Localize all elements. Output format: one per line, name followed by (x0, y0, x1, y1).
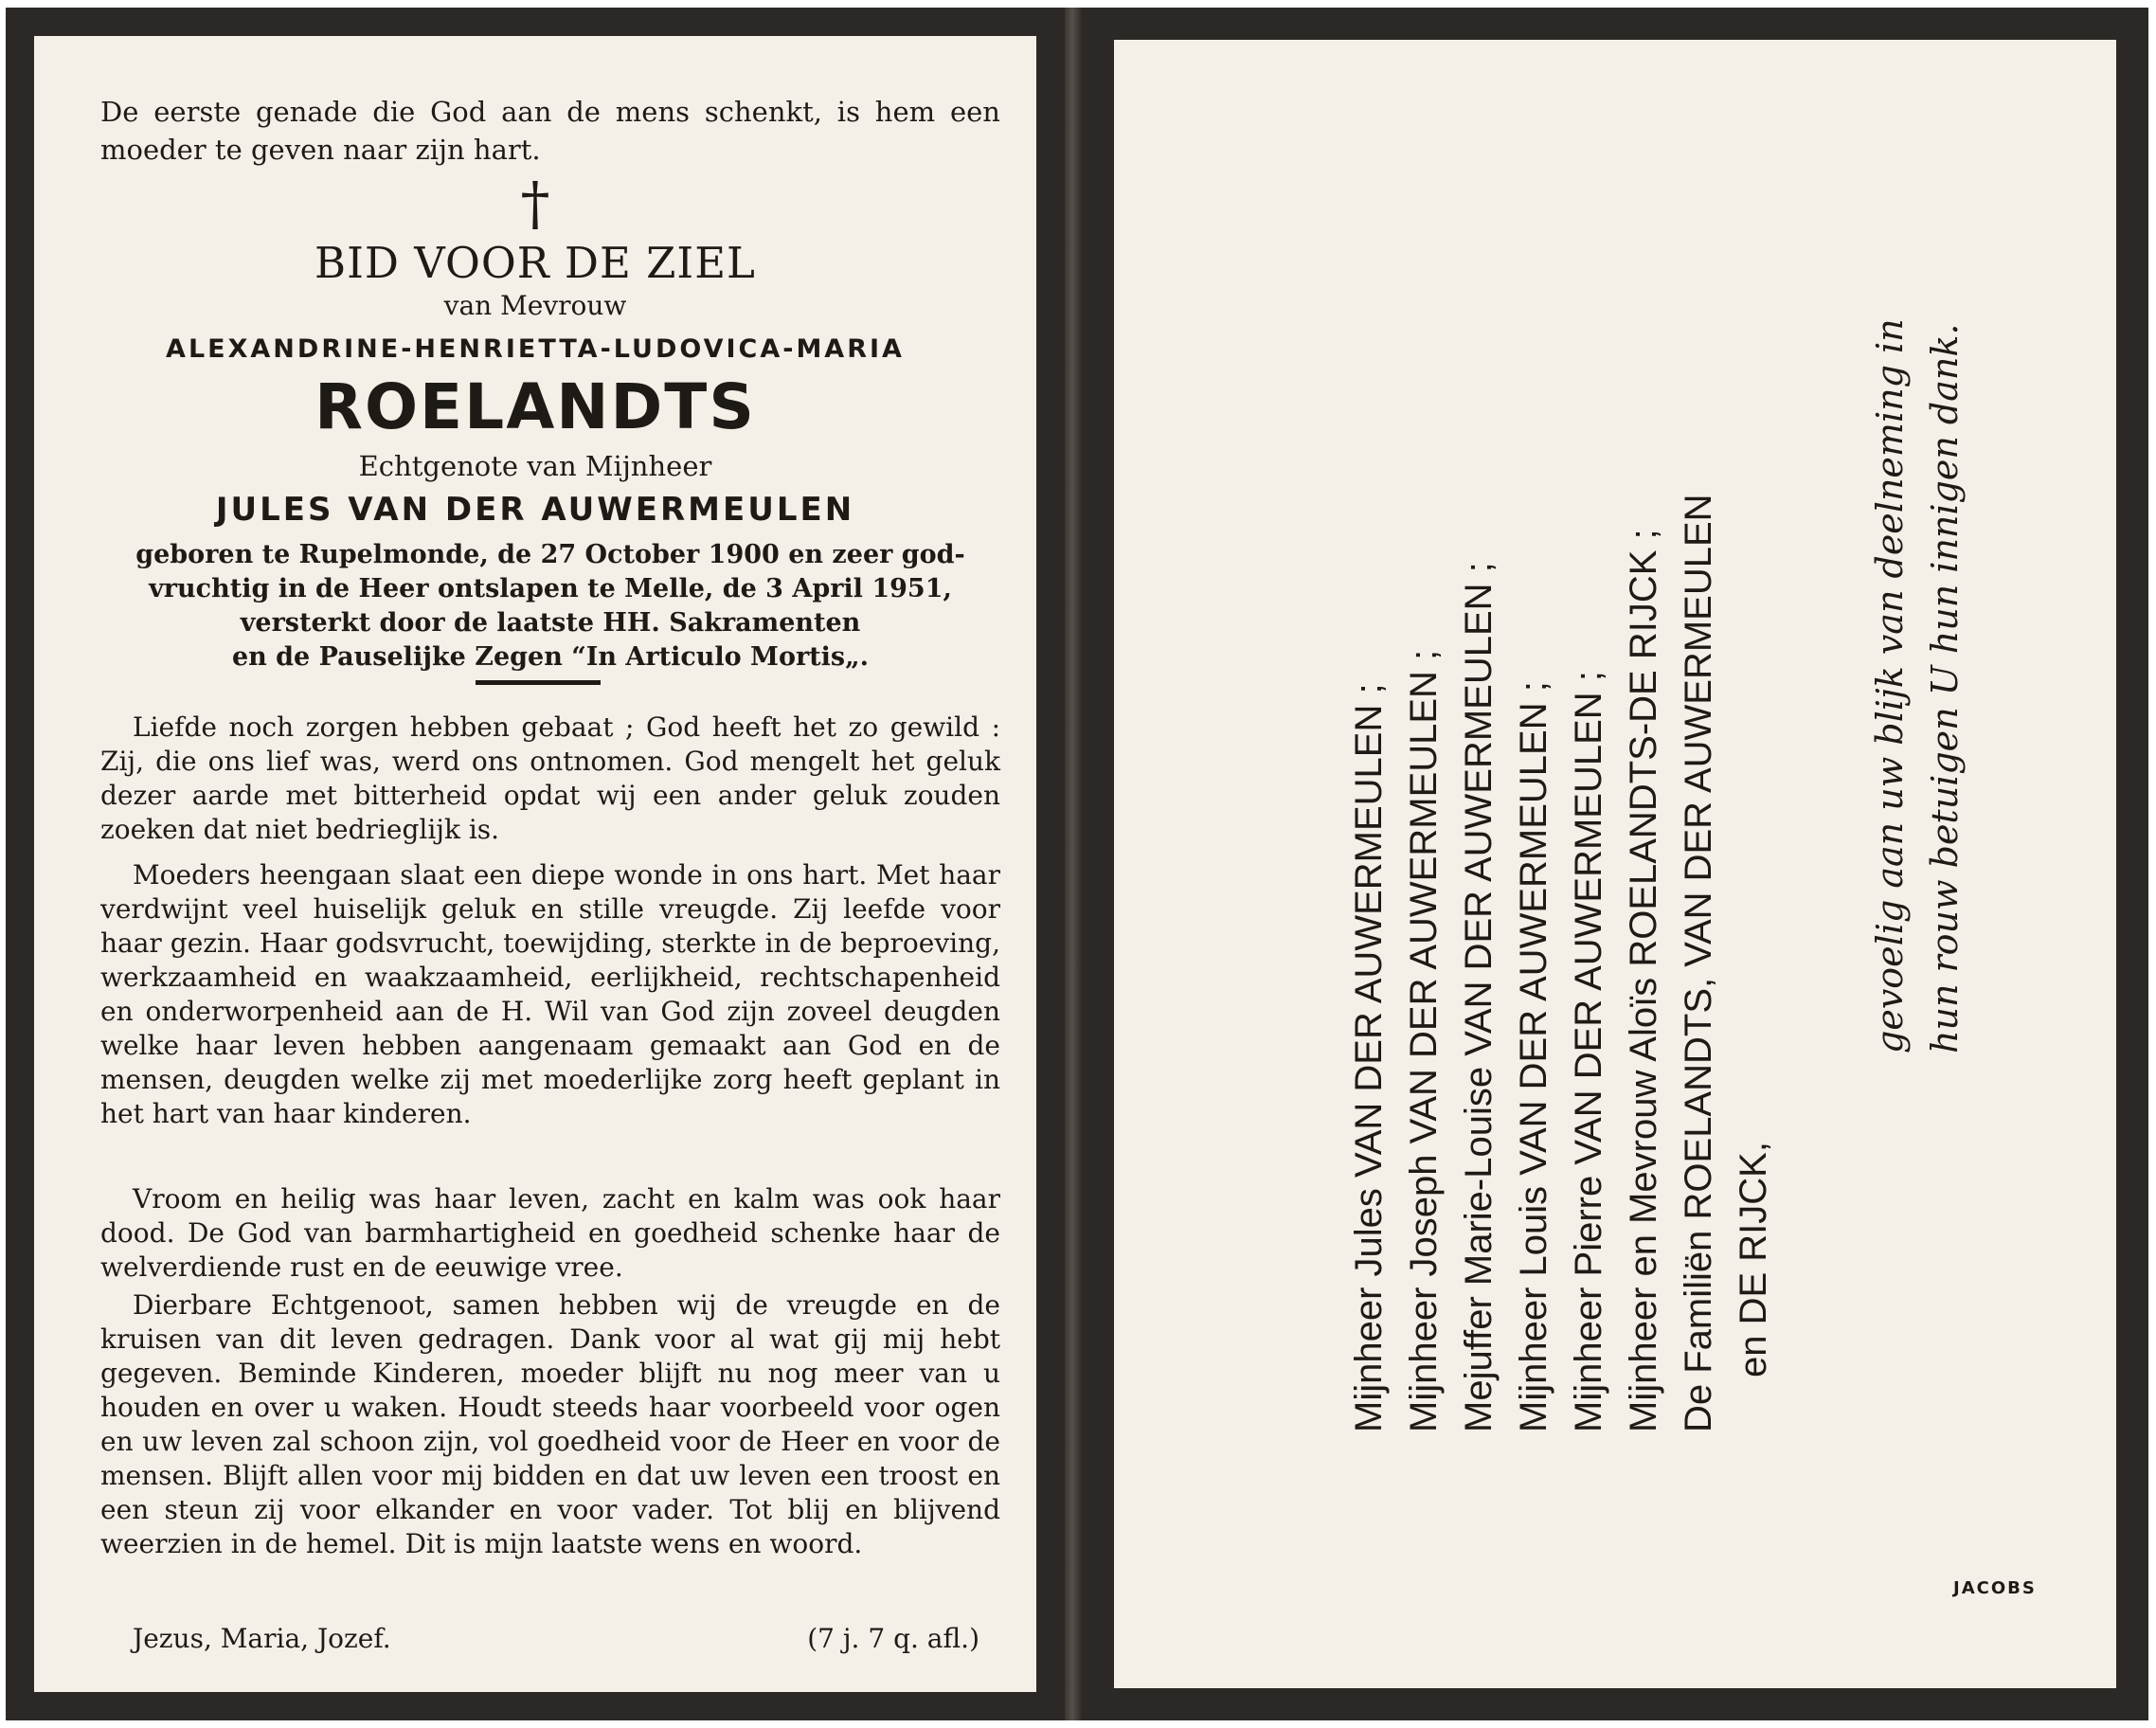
cross-icon: † (520, 169, 550, 238)
thanks-line: gevoelig aan uw blijk van deelneming in (1869, 318, 1911, 1053)
right-card-paper (1114, 40, 2116, 1688)
given-names: ALEXANDRINE-HENRIETTA-LUDOVICA-MARIA (166, 334, 905, 364)
van-mevrouw-label: van Mevrouw (443, 290, 627, 321)
indulgence-note: (7 j. 7 q. afl.) (807, 1623, 979, 1654)
left-card-border (6, 8, 1065, 1720)
spouse-label: Echtgenote van Mijnheer (358, 450, 712, 482)
right-card-border (1082, 8, 2148, 1720)
spouse-name: JULES VAN DER AUWERMEULEN (215, 491, 855, 529)
family-name-line: Mijnheer Joseph VAN DER AUWERMEULEN ; (1403, 649, 1445, 1432)
birth-line-1: geboren te Rupelmonde, de 27 October 1900 en zeer god- (135, 540, 965, 569)
paragraph-2: Moeders heengaan slaat een diepe wonde in ons hart. Met haar verdwijnt veel huiselijk geluk en stille vreugde. Zij leefde voor haar gezin. Haar godsvrucht, toewijding, sterkte in de beproeving, werkzaamheid en waakzaamheid, eerlijkheid, rechtschapenheid en onderworpenheid aan de H. Wil van God zijn zoveel deugden welke haar leven hebben aangenaam gemaakt aan God en de mensen, deugden welke zij met moederlijke zorg heeft geplant in het hart van haar kinderen. (100, 859, 1000, 1129)
family-name-line: Mijnheer en Mevrouw Aloïs ROELANDTS-DE RIJCK ; (1623, 529, 1664, 1432)
family-name-line: De Familiën ROELANDTS, VAN DER AUWERMEULEN (1678, 494, 1719, 1432)
birth-line-3: versterkt door de laatste HH. Sakramenten (240, 608, 861, 638)
family-name-line: Mijnheer Louis VAN DER AUWERMEULEN ; (1513, 681, 1554, 1432)
family-name-line: Mejuffer Marie-Louise VAN DER AUWERMEULEN ; (1458, 562, 1500, 1432)
printer-mark: JACOBS (1953, 1578, 2037, 1598)
deceased-surname: ROELANDTS (314, 370, 756, 443)
family-name-line: en DE RIJCK, (1733, 1142, 1774, 1377)
family-name-line: Mijnheer Pierre VAN DER AUWERMEULEN ; (1568, 671, 1609, 1432)
epigraph: De eerste genade die God aan de mens schenkt, is hem een moeder te geven naar zijn hart. (100, 96, 1000, 166)
thanks-block (1862, 318, 1972, 1053)
card-fold (1065, 8, 1082, 1720)
birth-line-2: vruchtig in de Heer ontslapen te Melle, de 3 April 1951, (149, 574, 952, 603)
family-names-block (1341, 494, 1781, 1432)
family-name-line: Mijnheer Jules VAN DER AUWERMEULEN ; (1348, 683, 1390, 1432)
thanks-line: hun rouw betuigen U hun innigen dank. (1924, 323, 1966, 1053)
paragraph-4: Dierbare Echtgenoot, samen hebben wij de vreugde en de kruisen van dit leven gedragen. Dank voor al wat gij mij hebt gegeven. Beminde Kinderen, moeder blijft nu nog meer van u houden en over u waken. Houdt steeds haar voorbeeld voor ogen en uw leven zal schoon zijn, vol goedheid voor de Heer en voor de mensen. Blijft allen voor mij bidden en dat uw leven een troost en een steun zij voor elkander en voor vader. Tot blij en blijvend weerzien in de hemel. Dit is mijn laatste wens en woord. (100, 1289, 1000, 1559)
paragraph-1: Liefde noch zorgen hebben gebaat ; God heeft het zo gewild : Zij, die ons lief was, werd ons ontnomen. God mengelt het geluk dezer aarde met bitterheid opdat wij een ander geluk zouden zoeken dat niet bedrieglijk is. (100, 711, 1000, 845)
closing-invocation: Jezus, Maria, Jozef. (133, 1623, 391, 1654)
divider-rule (476, 680, 601, 685)
birth-line-4: en de Pauselijke Zegen “In Articulo Mortis„. (231, 642, 870, 672)
paragraph-3: Vroom en heilig was haar leven, zacht en kalm was ook haar dood. De God van barmhartigheid en goedheid schenke haar de welverdiende rust en de eeuwige vree. (100, 1183, 1000, 1283)
prayer-heading: BID VOOR DE ZIEL (314, 238, 756, 288)
left-card-paper (34, 36, 1036, 1692)
birth-death-details (100, 538, 1000, 675)
